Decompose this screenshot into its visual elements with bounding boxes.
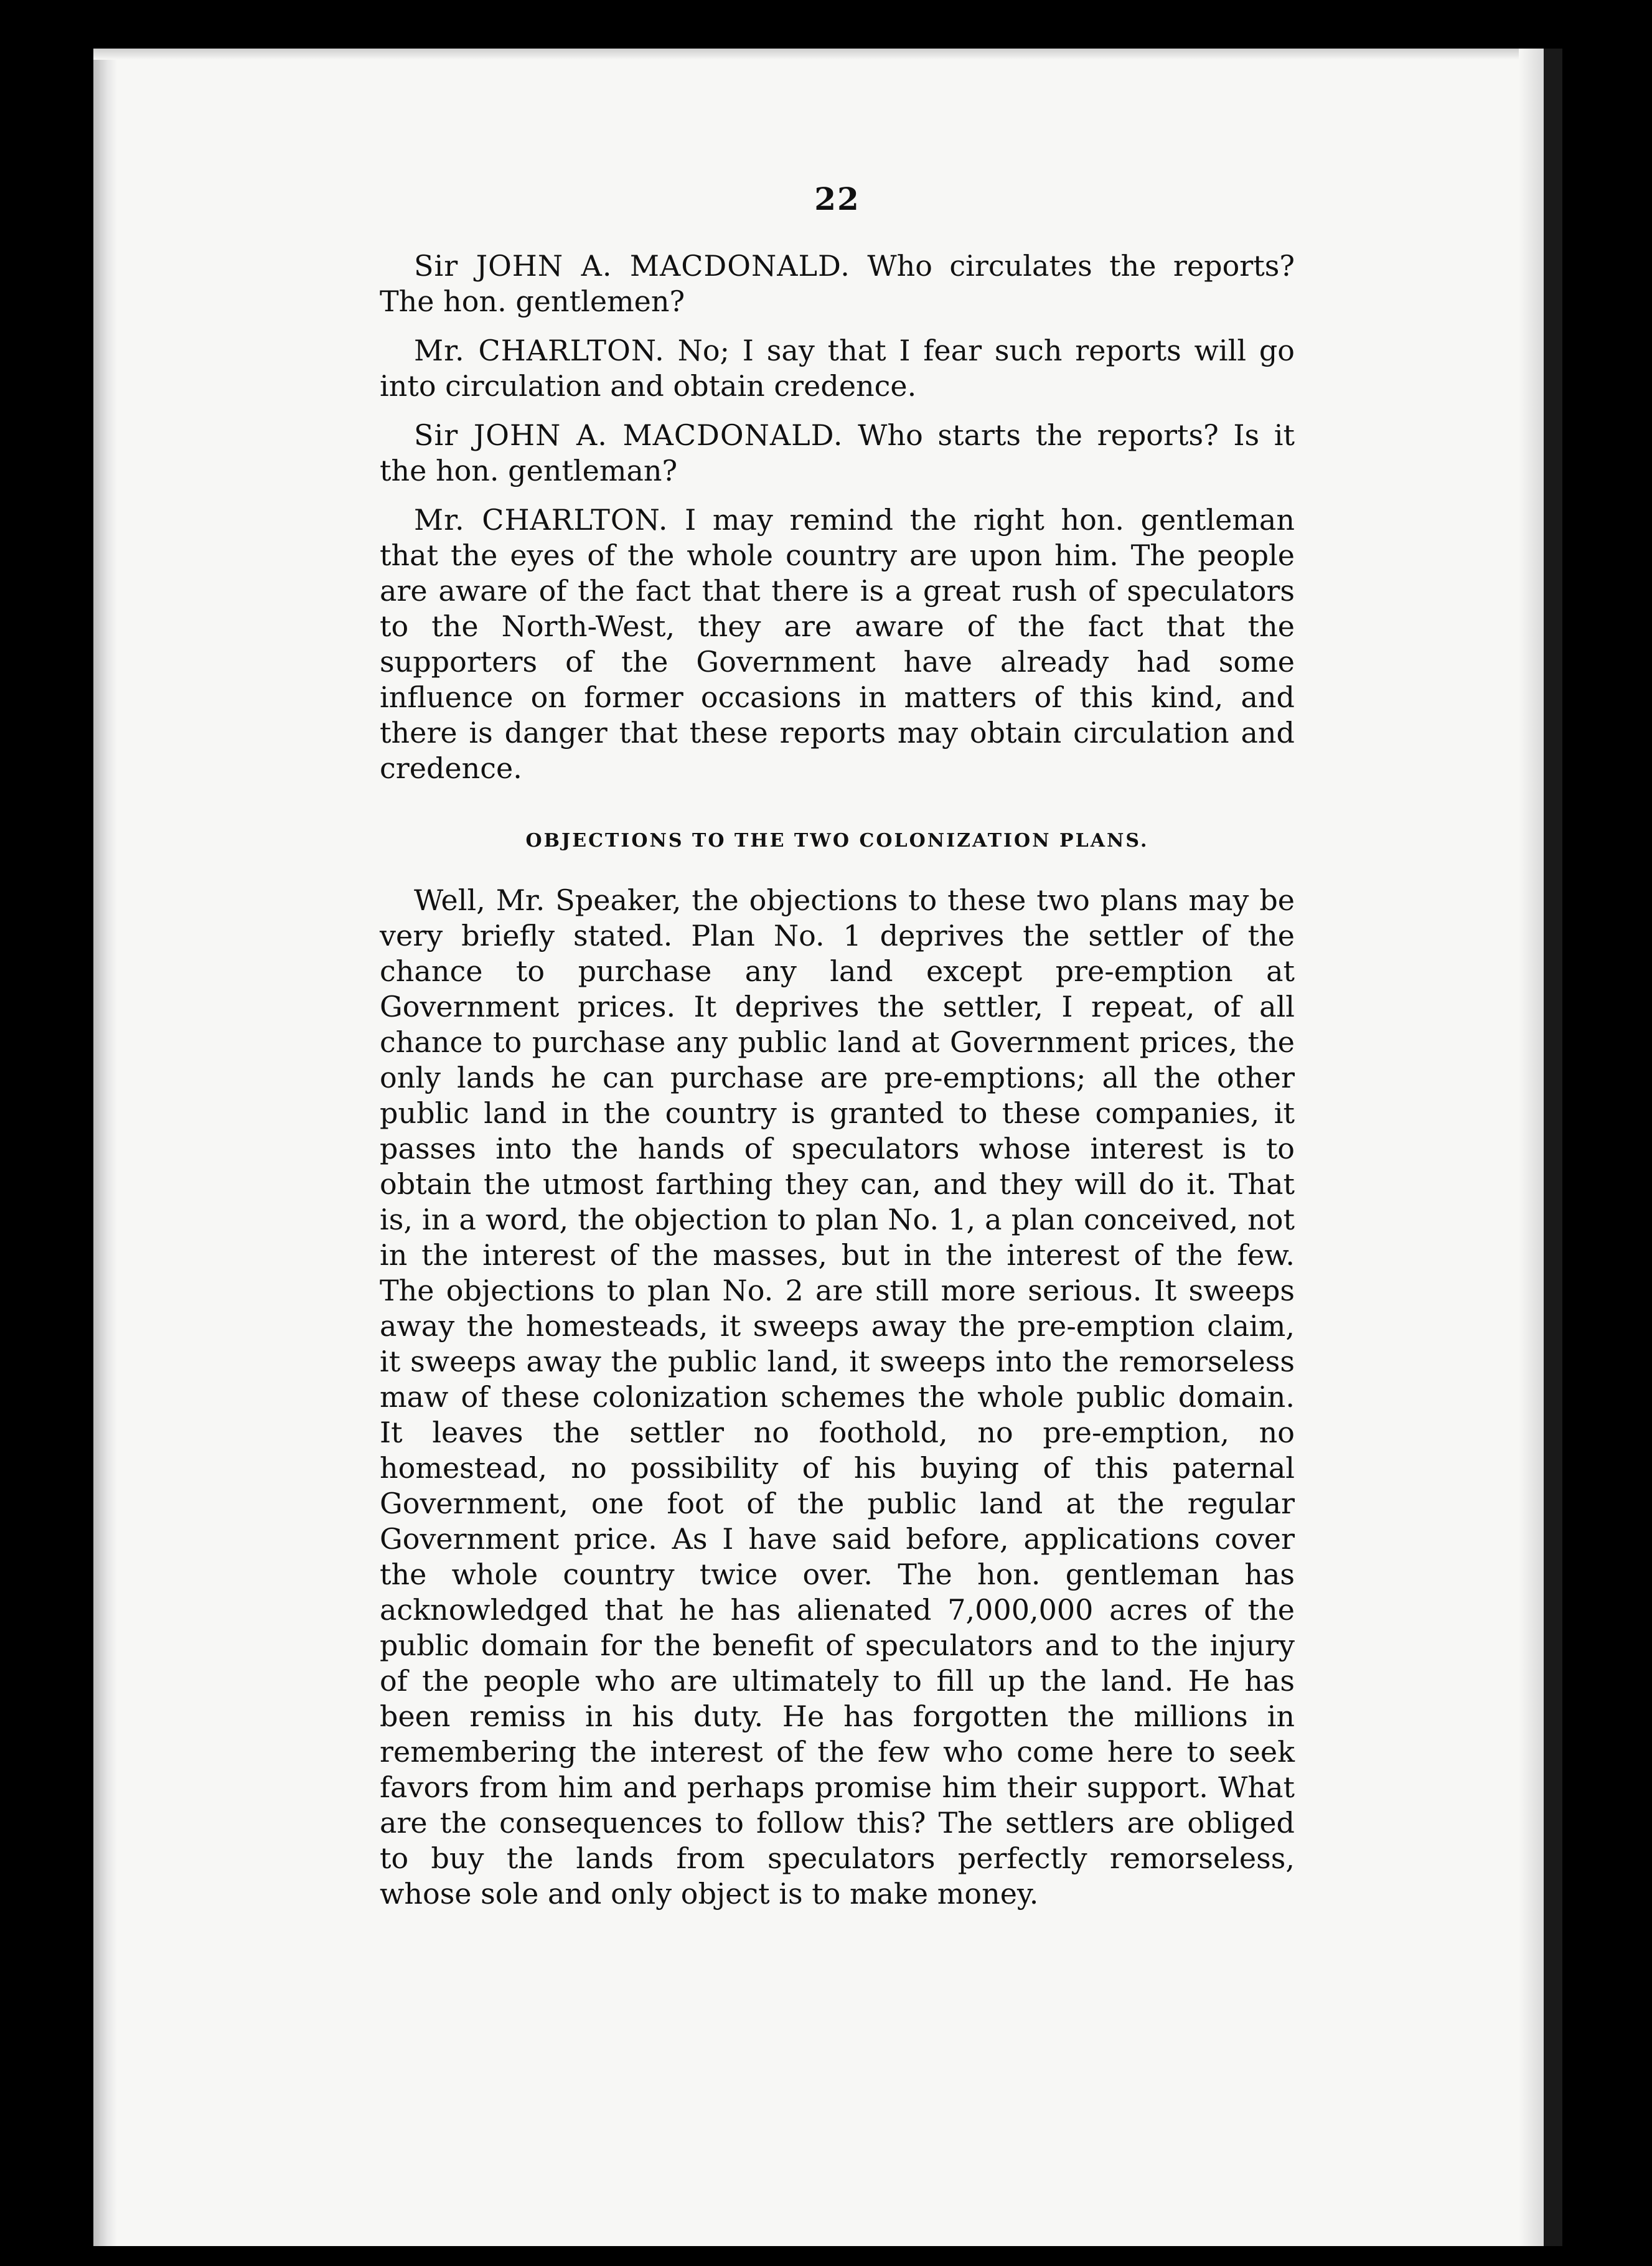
page-number: 22: [814, 181, 860, 217]
speech-text: I may remind the right hon. gentleman that the eyes of the whole country are upon him. The people are aware of the fact that there is a great rush of speculators to the North-West, they are aware of the fact that the supporters of the Government have already had some influence on former occasions in matters of this kind, and there is danger that these reports may obtain circulation and credence.: [380, 503, 1295, 785]
page-right-edge: [1519, 49, 1544, 2246]
speech-text: Who starts the reports? Is it the hon. gentleman?: [380, 418, 1295, 487]
speech-text: No; I say that I fear such reports will go into circulation and obtain credence.: [380, 334, 1295, 403]
debate-paragraph: [380, 502, 1295, 786]
speaker-name: Sir JOHN A. MACDONALD.: [414, 418, 843, 452]
debate-paragraph: [380, 248, 1295, 319]
section-heading: OBJECTIONS TO THE TWO COLONIZATION PLANS.: [525, 830, 1149, 852]
speaker-name: Sir JOHN A. MACDONALD.: [414, 249, 850, 283]
book-spine: [1544, 49, 1562, 2246]
debate-paragraph: [380, 333, 1295, 404]
speaker-name: Mr. CHARLTON.: [414, 334, 665, 367]
speech-text: Who circulates the reports? The hon. gentlemen?: [380, 249, 1295, 318]
text-block: [380, 181, 1295, 1925]
speaker-name: Mr. CHARLTON.: [414, 503, 669, 537]
page-top-edge: [93, 49, 1544, 60]
page-left-edge: [93, 49, 117, 2246]
debate-paragraph: [380, 418, 1295, 489]
body-paragraph: Well, Mr. Speaker, the objections to these two plans may be very briefly stated. Plan No. 1 deprives the settler of the chance to purchase any land except pre-emption at Government prices. It deprives the settler, I repeat, of all chance to purchase any public land at Government prices, the only lands he can purchase are pre-emptions; all the other public land in the country is granted to these companies, it passes into the hands of speculators whose interest is to obtain the utmost farthing they can, and they will do it. That is, in a word, the objection to plan No. 1, a plan conceived, not in the interest of the masses, but in the interest of the few. The objections to plan No. 2 are still more serious. It sweeps away the homesteads, it sweeps away the pre-emption claim, it sweeps away the public land, it sweeps into the remorseless maw of these colonization schemes the whole public domain. It leaves the settler no foothold, no pre-emption, no homestead, no possibility of his buying of this paternal Government, one foot of the public land at the regular Government price. As I have said before, applications cover the whole country twice over. The hon. gentleman has acknowledged that he has alienated 7,000,000 acres of the public domain for the benefit of speculators and to the injury of the people who are ultimately to fill up the land. He has been remiss in his duty. He has forgotten the millions in remembering the interest of the few who come here to seek favors from him and perhaps promise him their support. What are the consequences to follow this? The settlers are obliged to buy the lands from speculators perfectly remorseless, whose sole and only object is to make money.: [380, 883, 1295, 1911]
